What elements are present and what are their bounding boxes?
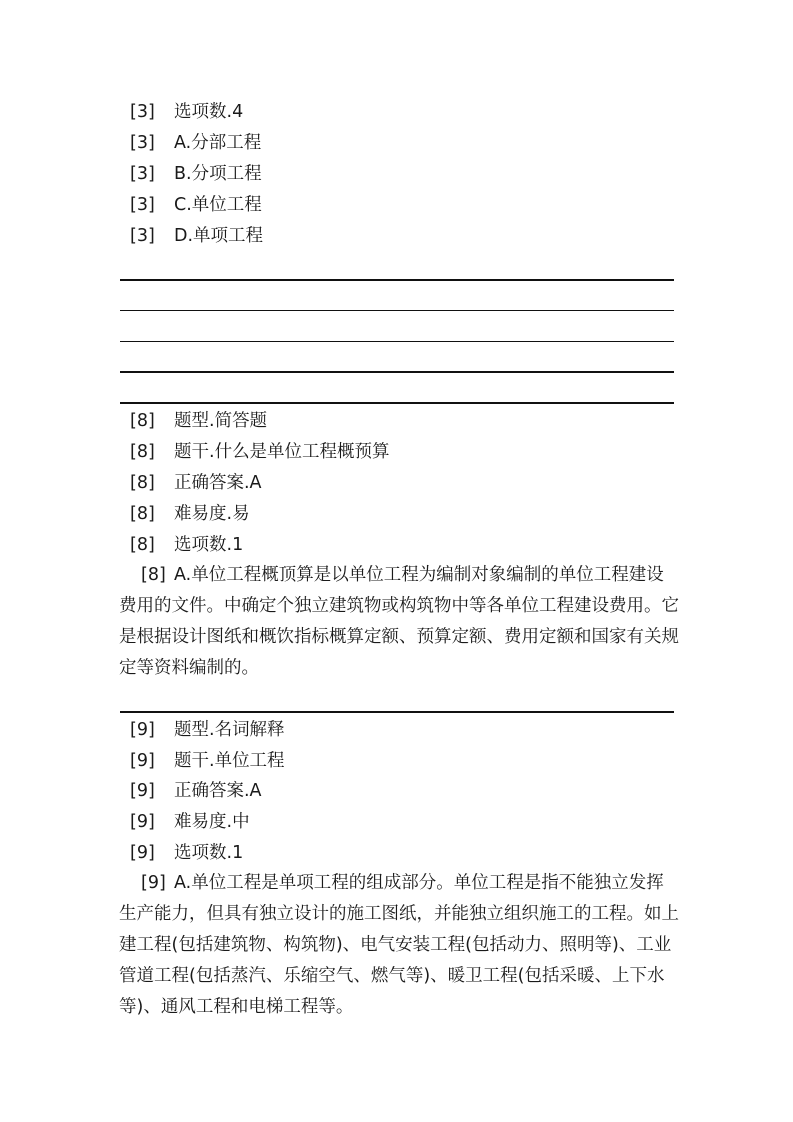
- option-count-line: [130, 533, 243, 557]
- option-b-line: [130, 162, 262, 186]
- correct-answer: 正确答案.A: [174, 473, 262, 493]
- answer-text: A.单位工程是单项工程的组成部分。单位工程是指不能独立发挥生产能力，但具有独立设计的施工图纸，并能独立组织施工的工程。如上建工程(包括建筑物、构筑物)、电气安装工程(包括动力、照明等)、工业管道工程(包括蒸汽、乐缩空气、燃气等)、暖卫工程(包括采暖、上下水等)、通风工程和电梯工程等。: [119, 873, 679, 1017]
- question-tag: [3]: [130, 226, 155, 246]
- question-tag: [8]: [130, 473, 155, 493]
- correct-answer-line: [130, 471, 262, 495]
- separator-rule: [120, 711, 674, 713]
- question-tag: [9]: [141, 873, 166, 893]
- question-tag: [9]: [130, 751, 155, 771]
- difficulty-line: [130, 502, 250, 526]
- answer-paragraph: [119, 868, 679, 1023]
- question-type: 题型.名词解释: [174, 720, 285, 740]
- option-count-line: [130, 100, 243, 124]
- difficulty-line: [130, 810, 250, 834]
- option-c: C.单位工程: [174, 195, 262, 215]
- question-tag: [9]: [130, 781, 155, 801]
- option-a-line: [130, 131, 261, 155]
- question-type-line: [130, 718, 285, 742]
- option-a: A.分部工程: [174, 133, 262, 153]
- question-tag: [8]: [130, 411, 155, 431]
- correct-answer-line: [130, 779, 262, 803]
- correct-answer: 正确答案.A: [174, 781, 262, 801]
- question-tag: [9]: [130, 843, 155, 863]
- question-tag: [3]: [130, 102, 155, 122]
- question-tag: [3]: [130, 195, 155, 215]
- question-tag: [8]: [141, 565, 166, 585]
- difficulty: 难易度.中: [174, 812, 250, 832]
- option-count: 选项数.1: [174, 535, 244, 555]
- separator-rule: [120, 341, 674, 342]
- option-count-line: [130, 841, 243, 865]
- separator-rule: [120, 310, 674, 311]
- option-d-line: [130, 224, 263, 248]
- question-type: 题型.简答题: [174, 411, 268, 431]
- question-tag: [3]: [130, 133, 155, 153]
- question-stem-line: [130, 749, 285, 773]
- separator-rule: [120, 371, 674, 373]
- answer-paragraph: [119, 560, 679, 684]
- difficulty: 难易度.易: [174, 504, 250, 524]
- separator-rule: [120, 402, 674, 404]
- question-stem: 题干.单位工程: [174, 751, 285, 771]
- question-tag: [3]: [130, 164, 155, 184]
- question-tag: [9]: [130, 720, 155, 740]
- answer-text: A.单位工程概顶算是以单位工程为编制对象编制的单位工程建设费用的文件。中确定个独立建筑物或构筑物中等各单位工程建设费用。它是根据设计图纸和概饮指标概算定额、预算定额、费用定额和国家有关规定等资料编制的。: [119, 565, 679, 678]
- question-type-line: [130, 409, 267, 433]
- question-tag: [9]: [130, 812, 155, 832]
- option-count: 选项数.4: [174, 102, 244, 122]
- option-count: 选项数.1: [174, 843, 244, 863]
- question-tag: [8]: [130, 442, 155, 462]
- option-d: D.单项工程: [174, 226, 264, 246]
- option-b: B.分项工程: [174, 164, 262, 184]
- question-stem-line: [130, 440, 390, 464]
- question-stem: 题干.什么是单位工程概预算: [174, 442, 390, 462]
- separator-rule: [120, 279, 674, 281]
- question-tag: [8]: [130, 535, 155, 555]
- option-c-line: [130, 193, 262, 217]
- question-tag: [8]: [130, 504, 155, 524]
